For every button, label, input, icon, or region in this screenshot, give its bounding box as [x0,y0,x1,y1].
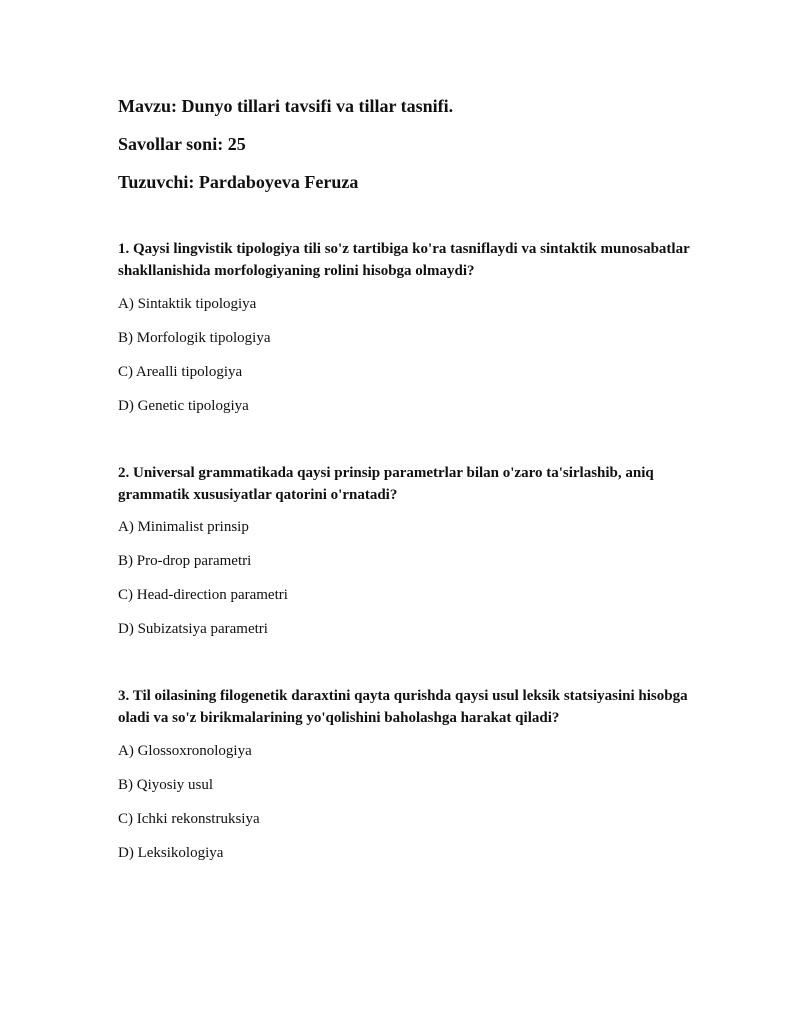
question-text: 3. Til oilasining filogenetik daraxtini qayta qurishda qaysi usul leksik statsiyasini hisobga oladi va so'z birikmalarining yo'qolishini baholashga harakat qiladi? [118,688,688,726]
question-text: 2. Universal grammatikada qaysi prinsip parametrlar bilan o'zaro ta'sirlashib, aniq grammatik xususiyatlar qatorini o'rnatadi? [118,465,654,503]
option-c: C) Head-direction parametri [118,587,288,603]
author-heading: Tuzuvchi: Pardaboyeva Feruza [118,172,359,192]
option-d: D) Subizatsiya parametri [118,621,268,637]
option-a: A) Sintaktik tipologiya [118,296,257,312]
option-a: A) Glossoxronologiya [118,743,252,759]
option-a: A) Minimalist prinsip [118,519,249,535]
option-b: B) Morfologik tipologiya [118,330,271,346]
question-count-heading: Savollar soni: 25 [118,134,246,154]
option-b: B) Qiyosiy usul [118,777,214,793]
option-c: C) Ichki rekonstruksiya [118,811,260,827]
question-2 [118,462,698,506]
option-d: D) Genetic tipologiya [118,398,249,414]
option-d: D) Leksikologiya [118,845,224,861]
option-c: C) Arealli tipologiya [118,364,243,380]
option-b: B) Pro-drop parametri [118,553,252,569]
question-text: 1. Qaysi lingvistik tipologiya tili so'z tartibiga ko'ra tasniflaydi va sintaktik munosabatlar shakllanishida morfologiyaning rolini hisobga olmaydi? [118,241,690,279]
question-3 [118,685,698,729]
question-1 [118,238,698,282]
topic-heading: Mavzu: Dunyo tillari tavsifi va tillar tasnifi. [118,96,454,116]
